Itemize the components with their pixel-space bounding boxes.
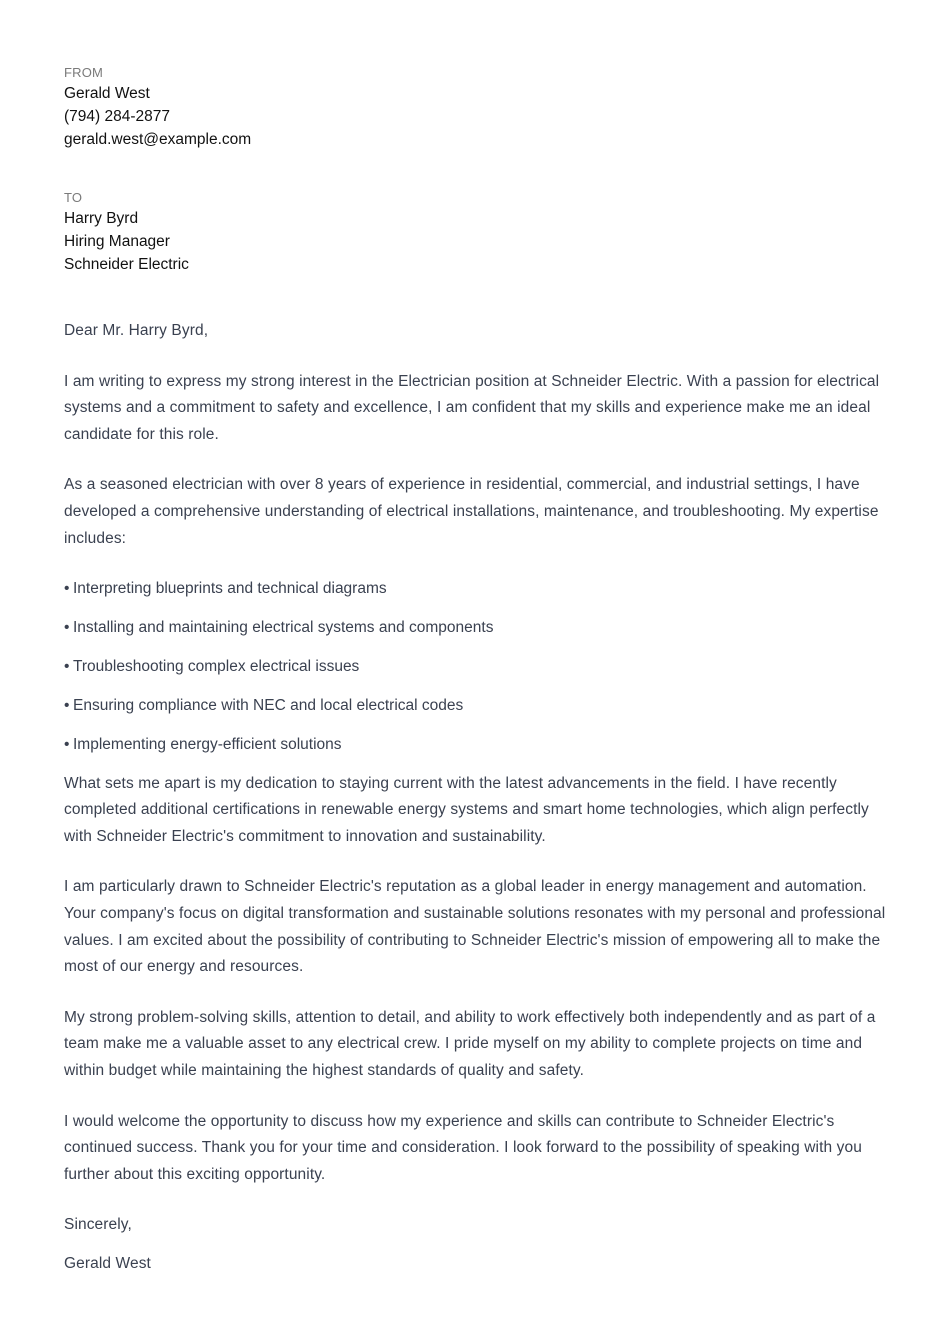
sender-email: gerald.west@example.com (64, 131, 252, 148)
recipient-block (64, 189, 898, 276)
list-item (64, 693, 898, 720)
sender-block (64, 64, 898, 151)
signature: Gerald West (64, 1255, 151, 1273)
list-item-text: Ensuring compliance with NEC and local electrical codes (73, 696, 464, 714)
paragraph-company-fit: I am particularly drawn to Schneider Electric's reputation as a global leader in energy management and automation. Your company's focus on digital transformation and sustainable solutions resonates with my personal and professional values. I am excited about the possibility of contributing to Schneider Electric's mission of empowering all to make the most of our energy and resources. (64, 878, 886, 976)
paragraph-intro: I am writing to express my strong interest in the Electrician position at Schneider Electric. With a passion for electrical systems and a commitment to safety and excellence, I am confident that my skills and experience make me an ideal candidate for this role. (64, 372, 880, 443)
list-item-text: Troubleshooting complex electrical issues (73, 657, 360, 675)
list-item-text: Installing and maintaining electrical systems and components (73, 619, 494, 637)
expertise-list (64, 576, 898, 758)
list-item (64, 732, 898, 759)
list-item (64, 576, 898, 603)
recipient-title: Hiring Manager (64, 233, 170, 250)
closing: Sincerely, (64, 1216, 132, 1234)
paragraph-experience: As a seasoned electrician with over 8 years of experience in residential, commercial, and industrial settings, I have developed a comprehensive understanding of electrical installations, maintenance, and troubleshooting. My expertise includes: (64, 476, 879, 547)
bullet-icon: • (64, 580, 70, 598)
paragraph-skills: My strong problem-solving skills, attention to detail, and ability to work effectively both independently and as part of a team make me a valuable asset to any electrical crew. I pride myself on my ability to complete projects on time and within budget while maintaining the highest standards of quality and safety. (64, 1008, 876, 1079)
paragraph-closing: I would welcome the opportunity to discuss how my experience and skills can contribute to Schneider Electric's continued success. Thank you for your time and consideration. I look forward to the possibility of speaking with you further about this exciting opportunity. (64, 1112, 862, 1183)
list-item (64, 654, 898, 681)
bullet-icon: • (64, 696, 70, 714)
list-item-text: Implementing energy-efficient solutions (73, 735, 342, 753)
sender-name: Gerald West (64, 85, 150, 102)
list-item-text: Interpreting blueprints and technical diagrams (73, 580, 387, 598)
recipient-name: Harry Byrd (64, 210, 139, 227)
to-label: TO (64, 190, 83, 205)
recipient-company: Schneider Electric (64, 256, 189, 273)
bullet-icon: • (64, 657, 70, 675)
salutation: Dear Mr. Harry Byrd, (64, 322, 209, 339)
paragraph-differentiator: What sets me apart is my dedication to staying current with the latest advancements in the field. I have recently completed additional certifications in renewable energy systems and smart home technologies, which align perfectly with Schneider Electric's commitment to innovation and sustainability. (64, 774, 869, 845)
bullet-icon: • (64, 735, 70, 753)
list-item (64, 615, 898, 642)
from-label: FROM (64, 65, 104, 80)
cover-letter (64, 64, 898, 1278)
sender-phone: (794) 284-2877 (64, 108, 170, 125)
bullet-icon: • (64, 619, 70, 637)
